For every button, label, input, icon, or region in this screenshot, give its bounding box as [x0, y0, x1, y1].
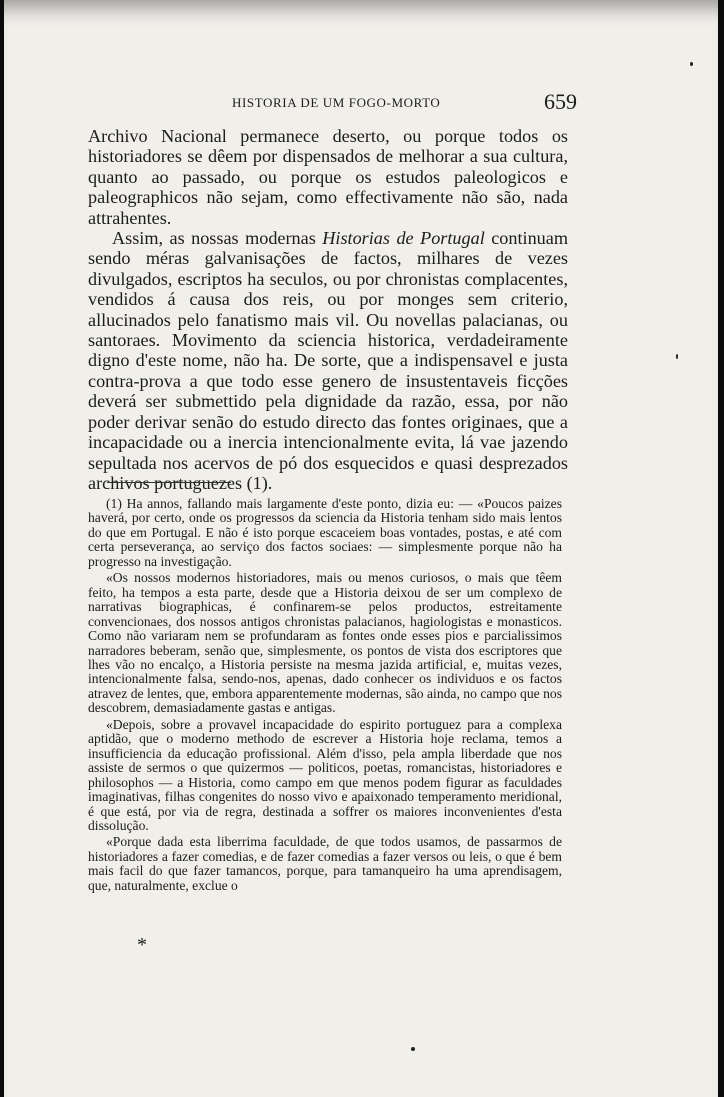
print-speck	[690, 62, 693, 66]
paragraph: Archivo Nacional permanece deserto, ou porque todos os historiadores se dêem por dispensados de melhorar a sua cultura, quanto ao passado, ou porque os estudos paleologicos e paleographicos não sejam, como effectivamente não são, nada attrahentes.	[88, 126, 568, 228]
main-text	[88, 126, 568, 493]
running-title: HISTORIA DE UM FOGO-MORTO	[232, 95, 441, 110]
page-header	[4, 89, 718, 117]
page-number: 659	[544, 89, 577, 114]
italic-title: Historias de Portugal	[322, 228, 485, 249]
footnote-paragraph: «Os nossos modernos historiadores, mais ou menos curiosos, o mais que têem feito, ha tempos a esta parte, desde que a Historia deixou de ser um complexo de narrativas biographicas, é confinarem-se pelos productos, estreitamente convencionaes, dos nossos antigos chronistas palacianos, hagiologistas e monasticos. Como não variaram nem se profundaram as fontes onde esses pios e parcialissimos narradores beberam, senão que, simplesmente, os pontos de vista dos escriptores que lhes vão no encalço, a Historia persiste na mesma jazida artificial, e, muitas vezes, intencionalmente falsa, sendo-nos, apenas, dado conhecer os individuos e os factos atravez de lentes, que, embora apparentemente modernas, são ainda, no campo que nos descobrem, demasiadamente gastas e antigas.	[88, 570, 562, 716]
book-page	[4, 0, 718, 1097]
paragraph-text: Assim, as nossas modernas	[112, 228, 323, 249]
footnote-paragraph: «Porque dada esta liberrima faculdade, de que todos usamos, de passarmos de historiadores a fazer comedias, e de fazer comedias a fazer versos ou leis, o que é bem mais facil do que fazer tamancos, porque, para tamanqueiro ha uma aprendisagem, que, naturalmente, exclue o	[88, 834, 562, 893]
paragraph-text: continuam sendo méras galvanisações de factos, milhares de vezes divulgados, escriptos ha seculos, ou por chronistas complacentes, vendidos á causa dos reis, ou por monges sem criterio, allucinados pelo fanatismo mais vil. Ou novellas palacianas, ou santoraes. Movimento da sciencia historica, verdadeiramente digno d'este nome, não ha. De sorte, que a indispensavel e justa contra-prova a que todo esse genero de insustentaveis ficções deverá ser submettido pela dignidade da razão, essa, por não poder derivar senão do estudo directo das fontes originaes, que a incapacidade ou a inercia intencionalmente evita, lá vae jazendo sepultada nos acervos de pó dos esquecidos e quasi desprezados archivos portuguezes (1).	[88, 228, 568, 493]
footnotes	[88, 497, 562, 895]
footnote-rule	[107, 482, 231, 483]
print-speck	[676, 354, 678, 359]
signature-mark: *	[137, 934, 147, 956]
paragraph-with-italic	[88, 228, 568, 493]
footnote-paragraph: (1) Ha annos, fallando mais largamente d'este ponto, dizia eu: — «Poucos paizes haverá, por certo, onde os progressos da sciencia da Historia tenham sido mais lentos do que em Portugal. E não é isto porque escaceiem boas vontades, postas, e até com certa perseverança, ao serviço dos factos sociaes: — simplesmente porque não ha progresso na investigação.	[88, 496, 562, 569]
print-speck	[411, 1047, 415, 1051]
footnote-paragraph: «Depois, sobre a provavel incapacidade do espirito portuguez para a complexa aptidão, que o moderno methodo de escrever a Historia hoje reclama, temos a insufficiencia da educação profissional. Além d'isso, pela ampla liberdade que nos assiste de sermos o que quizermos — politicos, poetas, romancistas, historiadores e philosophos — a Historia, como campo em que menos podem figurar as faculdades imaginativas, filhas congenites do nosso vivo e apaixonado temperamento meridional, é que está, por via de regra, destinada a soffrer os maiores inconvenientes d'esta dissolução.	[88, 716, 562, 833]
